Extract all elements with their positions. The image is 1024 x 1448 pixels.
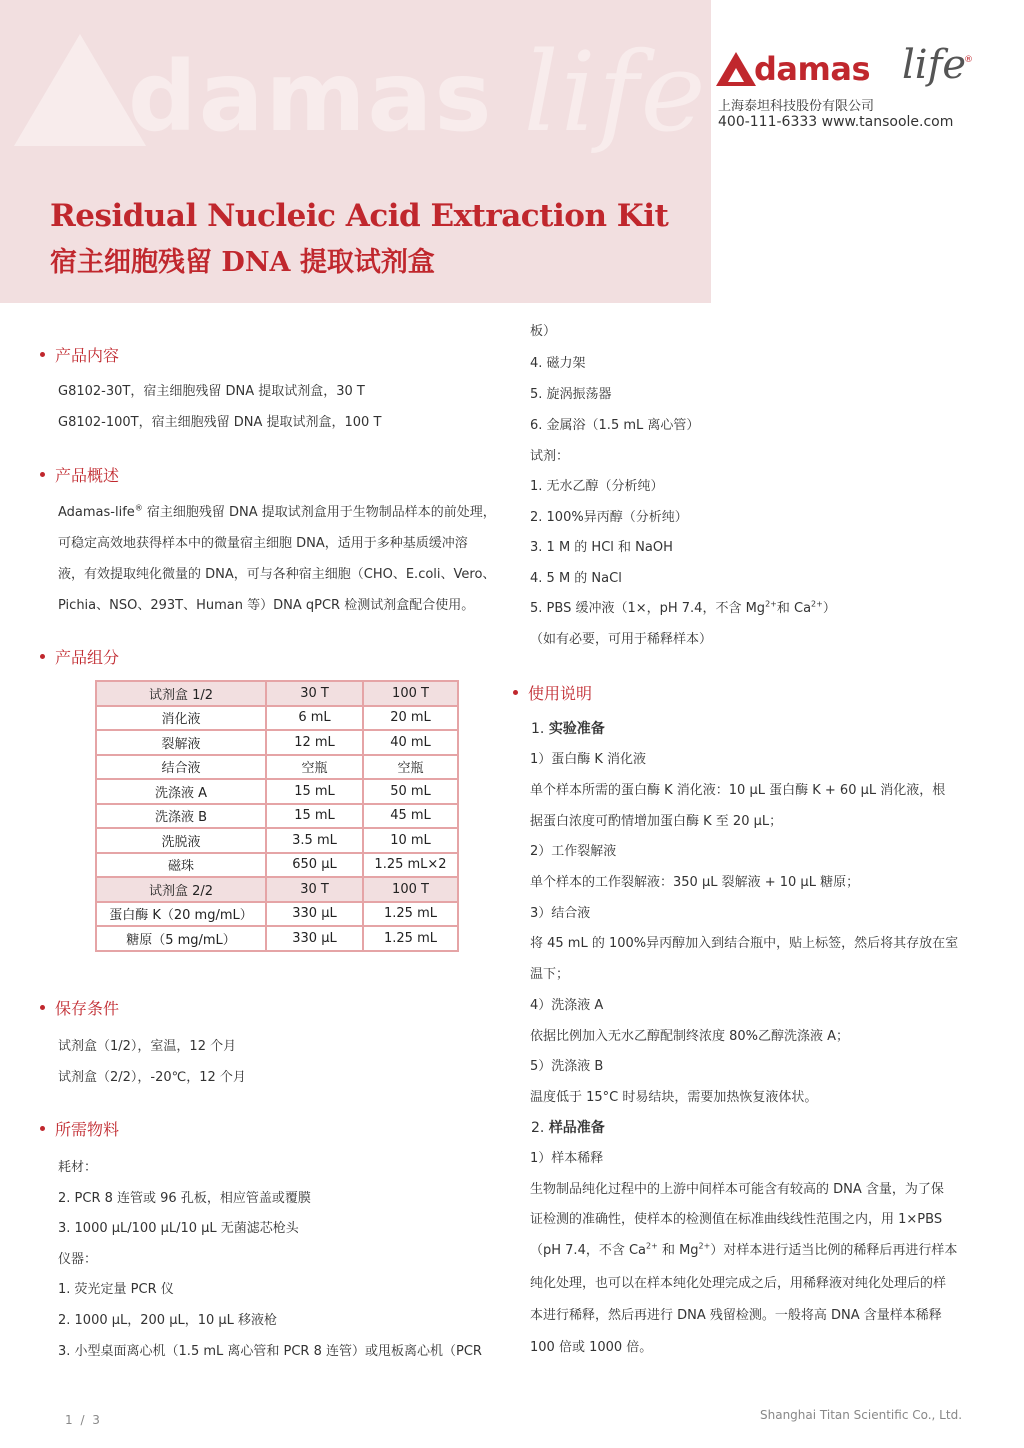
materials-line: 3. 小型桌面离心机（1.5 mL 离心管和 PCR 8 连管）或甩板离心机（PCR: [58, 1344, 482, 1359]
pbs-text: 5. PBS 缓冲液（1×，pH 7.4，不含 Mg: [530, 601, 766, 616]
pbs-note: （如有必要，可用于稀释样本）: [530, 632, 713, 647]
usage-text: 和 Mg: [657, 1243, 699, 1258]
components-table: [95, 680, 459, 952]
section-title: 产品内容: [55, 346, 120, 365]
bullet-icon: [40, 1126, 45, 1131]
section-materials: [40, 1117, 119, 1140]
section-title: 产品组分: [55, 648, 120, 667]
table-row: [96, 755, 458, 780]
table-cell: 糖原（5 mg/mL）: [96, 926, 266, 951]
bullet-icon: [40, 1005, 45, 1010]
section-storage: [40, 996, 119, 1019]
usage-line: 1）蛋白酶 K 消化液: [530, 752, 647, 767]
section-title: 保存条件: [55, 999, 120, 1018]
table-cell: 洗脱液: [96, 828, 266, 853]
usage-line: 纯化处理，也可以在样本纯化处理完成之后，用稀释液对纯化处理后的样: [530, 1276, 947, 1291]
table-cell: 20 mL: [363, 706, 458, 731]
usage-line: 温度低于 15°C 时易结块，需要加热恢复液体状。: [530, 1090, 818, 1105]
usage-line: 将 45 mL 的 100%异丙醇加入到结合瓶中，贴上标签，然后将其存放在室: [530, 936, 959, 951]
table-cell: 试剂盒 1/2: [96, 681, 266, 706]
overview-line: Pichia、NSO、293T、Human 等）DNA qPCR 检测试剂盒配合使用。: [58, 598, 475, 613]
table-cell: 结合液: [96, 755, 266, 780]
bullet-icon: [513, 690, 518, 695]
table-cell: 45 mL: [363, 804, 458, 829]
materials-cont-line: 试剂：: [530, 449, 570, 464]
usage-line: 2）工作裂解液: [530, 844, 617, 859]
usage-line: 证检测的准确性，使样本的检测值在标准曲线线性范围之内，用 1×PBS: [530, 1212, 943, 1227]
table-cell: 1.25 mL×2: [363, 853, 458, 878]
table-cell: 洗涤液 A: [96, 779, 266, 804]
table-cell: 试剂盒 2/2: [96, 877, 266, 902]
table-row: [96, 926, 458, 951]
usage-line: [530, 1239, 957, 1258]
usage-line: 5）洗涤液 B: [530, 1059, 604, 1074]
table-cell: 6 mL: [266, 706, 363, 731]
usage-sup: 2+: [698, 1241, 711, 1251]
step-title: 样品准备: [548, 1120, 605, 1136]
table-row: [96, 877, 458, 902]
overview-line: [58, 501, 496, 520]
materials-cont-line: 板）: [530, 324, 557, 339]
materials-cont-line: 1. 无水乙醇（分析纯）: [530, 479, 664, 494]
table-cell: 30 T: [266, 877, 363, 902]
usage-line: 3）结合液: [530, 906, 591, 921]
materials-cont-line: 3. 1 M 的 HCl 和 NaOH: [530, 540, 673, 555]
table-cell: 100 T: [363, 877, 458, 902]
table-row: [96, 902, 458, 927]
overview-line: 可稳定高效地获得样本中的微量宿主细胞 DNA，适用于多种基质缓冲溶: [58, 536, 468, 551]
table-cell: 15 mL: [266, 804, 363, 829]
section-components: [40, 645, 119, 668]
usage-line: 温下；: [530, 967, 570, 982]
watermark-life: life: [523, 28, 708, 156]
table-cell: 洗涤液 B: [96, 804, 266, 829]
step-number: 1.: [531, 721, 549, 737]
table-row: [96, 681, 458, 706]
materials-cont-line: 4. 磁力架: [530, 356, 586, 371]
section-overview: [40, 463, 119, 486]
storage-line: 试剂盒（1/2），室温，12 个月: [58, 1039, 237, 1054]
usage-line: 据蛋白浓度可酌情增加蛋白酶 K 至 20 μL；: [530, 814, 783, 829]
storage-line: 试剂盒（2/2），-20℃，12 个月: [58, 1070, 246, 1085]
usage-line: 100 倍或 1000 倍。: [530, 1340, 653, 1355]
table-row: [96, 828, 458, 853]
step-number: 2.: [531, 1120, 549, 1136]
section-title: 使用说明: [528, 684, 593, 703]
section-title: 所需物料: [55, 1120, 120, 1139]
title-en: Residual Nucleic Acid Extraction Kit: [50, 198, 669, 234]
table-cell: 330 μL: [266, 902, 363, 927]
pbs-line: [530, 597, 836, 616]
table-cell: 650 μL: [266, 853, 363, 878]
table-cell: 30 T: [266, 681, 363, 706]
company-contact: 400-111-6333 www.tansoole.com: [718, 114, 954, 130]
table-cell: 蛋白酶 K（20 mg/mL）: [96, 902, 266, 927]
page-number: 1 / 3: [65, 1413, 102, 1427]
overview-line: 液，有效提取纯化微量的 DNA，可与各种宿主细胞（CHO、E.coli、Vero、: [58, 567, 496, 582]
table-cell: 40 mL: [363, 730, 458, 755]
company-name: 上海泰坦科技股份有限公司: [718, 99, 875, 114]
bullet-icon: [40, 352, 45, 357]
usage-step-2: [531, 1117, 605, 1137]
section-contents: [40, 343, 119, 366]
watermark: [18, 28, 708, 156]
table-row: [96, 804, 458, 829]
footer-company: Shanghai Titan Scientific Co., Ltd.: [760, 1408, 963, 1422]
section-title: 产品概述: [55, 466, 120, 485]
logo-registered: ®: [964, 55, 973, 65]
materials-line: 耗材：: [58, 1160, 98, 1175]
overview-text: 宿主细胞残留 DNA 提取试剂盒用于生物制品样本的前处理，: [142, 505, 496, 520]
pbs-text: ）: [822, 601, 836, 616]
materials-line: 2. PCR 8 连管或 96 孔板，相应管盖或覆膜: [58, 1191, 311, 1206]
table-cell: 12 mL: [266, 730, 363, 755]
materials-line: 2. 1000 μL，200 μL，10 μL 移液枪: [58, 1313, 278, 1328]
logo-life: life: [902, 42, 967, 88]
materials-cont-line: 4. 5 M 的 NaCl: [530, 571, 622, 586]
table-cell: 100 T: [363, 681, 458, 706]
contents-line: G8102-100T，宿主细胞残留 DNA 提取试剂盒，100 T: [58, 415, 382, 430]
materials-line: 仪器：: [58, 1252, 98, 1267]
header-band: [0, 0, 711, 303]
table-cell: 1.25 mL: [363, 902, 458, 927]
table-cell: 裂解液: [96, 730, 266, 755]
table-cell: 15 mL: [266, 779, 363, 804]
table-cell: 10 mL: [363, 828, 458, 853]
pbs-sup: 2+: [765, 599, 777, 609]
usage-line: 本进行稀释，然后再进行 DNA 残留检测。一般将高 DNA 含量样本稀释: [530, 1308, 942, 1323]
usage-line: 单个样本的工作裂解液：350 μL 裂解液 + 10 μL 糖原；: [530, 875, 860, 890]
table-cell: 50 mL: [363, 779, 458, 804]
table-cell: 磁珠: [96, 853, 266, 878]
pbs-text: 和 Ca: [776, 601, 812, 616]
table-cell: 空瓶: [363, 755, 458, 780]
step-title: 实验准备: [548, 721, 605, 737]
usage-line: 单个样本所需的蛋白酶 K 消化液：10 μL 蛋白酶 K + 60 μL 消化液，根: [530, 783, 946, 798]
usage-line: 4）洗涤液 A: [530, 998, 604, 1013]
usage-line: 生物制品纯化过程中的上游中间样本可能含有较高的 DNA 含量，为了保: [530, 1182, 944, 1197]
table-cell: 3.5 mL: [266, 828, 363, 853]
overview-brand: Adamas-life: [58, 505, 135, 520]
usage-line: 1）样本稀释: [530, 1151, 604, 1166]
overview-reg: ®: [134, 503, 143, 513]
title-cn: 宿主细胞残留 DNA 提取试剂盒: [50, 247, 435, 278]
usage-text: （pH 7.4，不含 Ca: [530, 1243, 647, 1258]
table-cell: 消化液: [96, 706, 266, 731]
table-cell: 1.25 mL: [363, 926, 458, 951]
triangle-logo-inner: [728, 68, 744, 82]
table-row: [96, 779, 458, 804]
logo-brand: damas: [754, 50, 870, 88]
table-row: [96, 706, 458, 731]
materials-cont-line: 2. 100%异丙醇（分析纯）: [530, 510, 688, 525]
usage-step-1: [531, 718, 605, 738]
usage-text: ）对样本进行适当比例的稀释后再进行样本: [710, 1243, 958, 1258]
table-cell: 空瓶: [266, 755, 363, 780]
pbs-sup: 2+: [811, 599, 823, 609]
usage-line: 依据比例加入无水乙醇配制终浓度 80%乙醇洗涤液 A；: [530, 1029, 850, 1044]
table-row: [96, 853, 458, 878]
bullet-icon: [40, 472, 45, 477]
usage-sup: 2+: [646, 1241, 658, 1251]
table-cell: 330 μL: [266, 926, 363, 951]
watermark-brand: damas: [128, 41, 494, 153]
contents-line: G8102-30T，宿主细胞残留 DNA 提取试剂盒，30 T: [58, 384, 365, 399]
section-usage: [513, 681, 592, 704]
materials-cont-line: 6. 金属浴（1.5 mL 离心管）: [530, 418, 700, 433]
materials-cont-line: 5. 旋涡振荡器: [530, 387, 612, 402]
materials-line: 3. 1000 μL/100 μL/10 μL 无菌滤芯枪头: [58, 1221, 299, 1236]
bullet-icon: [40, 654, 45, 659]
materials-line: 1. 荧光定量 PCR 仪: [58, 1282, 174, 1297]
table-row: [96, 730, 458, 755]
